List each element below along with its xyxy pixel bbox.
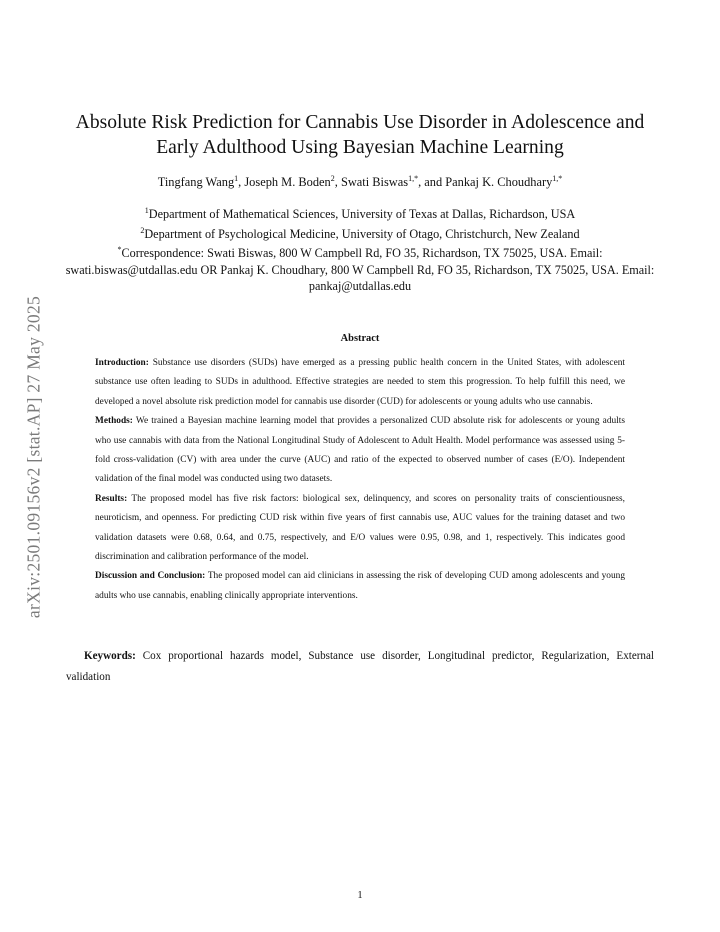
correspondence-text: Correspondence: Swati Biswas, 800 W Campbell Rd, FO 35, Richardson, TX 75025, USA. Email: swati.biswas@utdallas.edu OR Pankaj K. Choudhary, 800 W Campbell Rd, FO 35, Richardson, TX 75025, USA. Email: pankaj@utdallas.edu — [65, 246, 655, 294]
author — [158, 175, 245, 189]
author — [445, 175, 562, 189]
author-name: Pankaj K. Choudhary — [445, 175, 553, 190]
abstract-body — [95, 354, 625, 606]
section-label: Discussion and Conclusion: — [95, 571, 206, 582]
affiliation-text: Department of Mathematical Sciences, University of Texas at Dallas, Richardson, USA — [148, 207, 576, 222]
author-list — [60, 174, 660, 190]
affiliation-mark: 1 — [144, 206, 149, 215]
section-label: Methods: — [95, 416, 133, 427]
author-separator: , — [334, 175, 341, 190]
keywords-text: Cox proportional hazards model, Substance use disorder, Longitudinal predictor, Regularization, External validation — [66, 650, 654, 683]
keywords — [66, 646, 654, 688]
author-name: Swati Biswas — [340, 175, 409, 190]
affiliation-mark: 2 — [140, 225, 145, 235]
author-name: Joseph M. Boden — [244, 175, 331, 190]
paper-title: Absolute Risk Prediction for Cannabis Use Disorder in Adolescence and Early Adulthood Using Bayesian Machine Learning — [75, 112, 645, 158]
author-separator: , and — [418, 175, 446, 190]
author — [341, 175, 445, 189]
affiliation-mark: 1 — [234, 174, 239, 183]
page-number: 1 — [357, 890, 363, 901]
section-text: We trained a Bayesian machine learning model that provides a personalized CUD absolute risk for adolescents or young adults who use cannabis with data from the National Longitudinal Study of Adolescent to Adult Health. Model performance was assessed using 5-fold cross-validation (CV) with area under the curve (AUC) and ratio of the expected to observed number of cases (E/O). Independent validation of the final model was conducted using two datasets. — [95, 416, 625, 485]
author-separator: , — [238, 175, 245, 190]
affiliation-text: Department of Psychological Medicine, University of Otago, Christchurch, New Zealand — [144, 226, 580, 241]
affiliations — [60, 203, 660, 295]
section-label: Results: — [95, 493, 128, 504]
abstract-methods — [95, 412, 625, 490]
author — [244, 175, 341, 189]
affiliation-mark: 2 — [330, 174, 335, 183]
correspondence-mark: * — [117, 245, 122, 255]
abstract-heading: Abstract — [340, 333, 380, 344]
affiliation-2 — [60, 223, 660, 243]
abstract-discussion — [95, 567, 625, 606]
correspondence — [60, 242, 660, 295]
arxiv-identifier[interactable]: arXiv:2501.09156v2 [stat.AP] 27 May 2025 — [23, 295, 44, 619]
author-name: Tingfang Wang — [157, 175, 235, 190]
affiliation-mark: 1,* — [408, 174, 419, 183]
affiliation-1 — [60, 203, 660, 223]
keywords-label: Keywords: — [84, 650, 136, 662]
abstract-introduction — [95, 354, 625, 412]
affiliation-mark: 1,* — [552, 174, 563, 183]
section-label: Introduction: — [95, 358, 149, 368]
abstract-results — [95, 490, 625, 568]
section-text: The proposed model can aid clinicians in assessing the risk of developing CUD among adolescents and young adults who use cannabis, enabling clinically appropriate interventions. — [95, 571, 625, 601]
section-text: The proposed model has five risk factors: biological sex, delinquency, and scores on personality traits of conscientiousness, neuroticism, and openness. For predicting CUD risk within five years of first cannabis use, AUC values for the training dataset and two validation datasets were 0.68, 0.64, and 0.75, respectively, and E/O values were 0.95, 0.98, and 1, respectively. This indicates good discrimination and calibration performance of the model. — [95, 493, 625, 563]
section-text: Substance use disorders (SUDs) have emerged as a pressing public health concern in the United States, with adolescent substance use often leading to SUDs in adulthood. Effective strategies are needed to stem this progression. To help fulfill this need, we developed a novel absolute risk prediction model for cannabis use disorder (CUD) for adolescents or young adults who use cannabis. — [95, 358, 625, 407]
